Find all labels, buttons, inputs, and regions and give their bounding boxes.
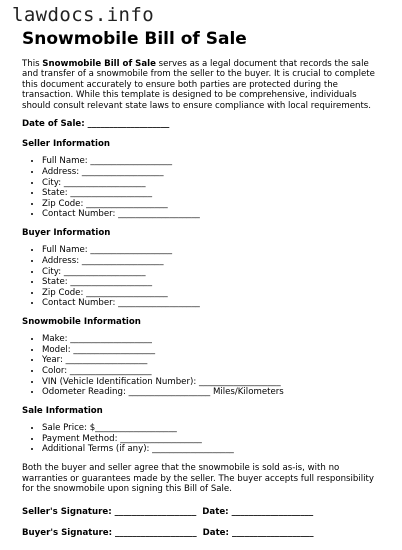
snowmobile-field-list — [22, 334, 382, 397]
buyer-full-name-field: • Full Name: ___________________ — [42, 245, 382, 256]
snowmobile-section-heading: Snowmobile Information — [22, 316, 141, 327]
buyer-state-field: • State: ___________________ — [42, 277, 382, 288]
buyer-zip-field: • Zip Code: ___________________ — [42, 288, 382, 299]
snowmobile-make-field: • Make: ___________________ — [42, 334, 382, 345]
seller-signature-row — [22, 507, 382, 518]
seller-address-field: • Address: ___________________ — [42, 167, 382, 178]
seller-signature-date-field: Date: ___________________ — [202, 506, 314, 517]
snowmobile-model-field: • Model: ___________________ — [42, 345, 382, 356]
snowmobile-year-field: • Year: ___________________ — [42, 355, 382, 366]
snowmobile-vin-field: • VIN (Vehicle Identification Number): ___________________ — [42, 377, 382, 388]
intro-text-start: This — [22, 58, 43, 69]
buyer-signature-row — [22, 528, 382, 539]
seller-state-field: • State: ___________________ — [42, 188, 382, 199]
buyer-section-heading: Buyer Information — [22, 227, 111, 238]
buyer-address-field: • Address: ___________________ — [42, 256, 382, 267]
seller-full-name-field: • Full Name: ___________________ — [42, 156, 382, 167]
sale-section-heading: Sale Information — [22, 405, 103, 416]
intro-document-name: Snowmobile Bill of Sale — [42, 58, 156, 69]
date-of-sale-field: Date of Sale: ___________________ — [22, 119, 170, 130]
payment-method-field: • Payment Method: ___________________ — [42, 434, 382, 445]
seller-contact-field: • Contact Number: ___________________ — [42, 209, 382, 220]
buyer-contact-field: • Contact Number: ___________________ — [42, 298, 382, 309]
seller-field-list — [22, 156, 382, 219]
closing-paragraph: Both the buyer and seller agree that the snowmobile is sold as-is, with no warranties or guarantees made by the seller. The buyer accepts full responsibility for the snowmobile upon signing this Bill of Sale. — [22, 462, 374, 495]
seller-signature-field: Seller's Signature: ___________________ — [22, 506, 197, 517]
intro-text-rest: serves as a legal document that records the sale and transfer of a snowmobile from the seller to the buyer. It is crucial to complete this document accurately to ensure both parties are protected during the transaction. While this template is designed to be comprehensive, individuals should consult relevant state laws to ensure compliance with local requirements. — [22, 58, 375, 111]
snowmobile-color-field: • Color: ___________________ — [42, 366, 382, 377]
intro-paragraph — [22, 59, 382, 112]
sale-price-field: • Sale Price: $___________________ — [42, 423, 382, 434]
buyer-city-field: • City: ___________________ — [42, 267, 382, 278]
additional-terms-field: • Additional Terms (if any): ___________________ — [42, 444, 382, 455]
buyer-signature-field: Buyer's Signature: ___________________ — [22, 528, 197, 539]
seller-zip-field: • Zip Code: ___________________ — [42, 199, 382, 210]
buyer-signature-date-field: Date: ___________________ — [202, 528, 314, 539]
bill-of-sale-document — [22, 30, 382, 550]
snowmobile-odometer-field: • Odometer Reading: ___________________ Miles/Kilometers — [42, 387, 382, 398]
site-logo: lawdocs.info — [12, 4, 155, 26]
seller-city-field: • City: ___________________ — [42, 178, 382, 189]
document-title: Snowmobile Bill of Sale — [22, 29, 247, 49]
buyer-field-list — [22, 245, 382, 308]
sale-field-list — [22, 423, 382, 455]
seller-section-heading: Seller Information — [22, 138, 110, 149]
